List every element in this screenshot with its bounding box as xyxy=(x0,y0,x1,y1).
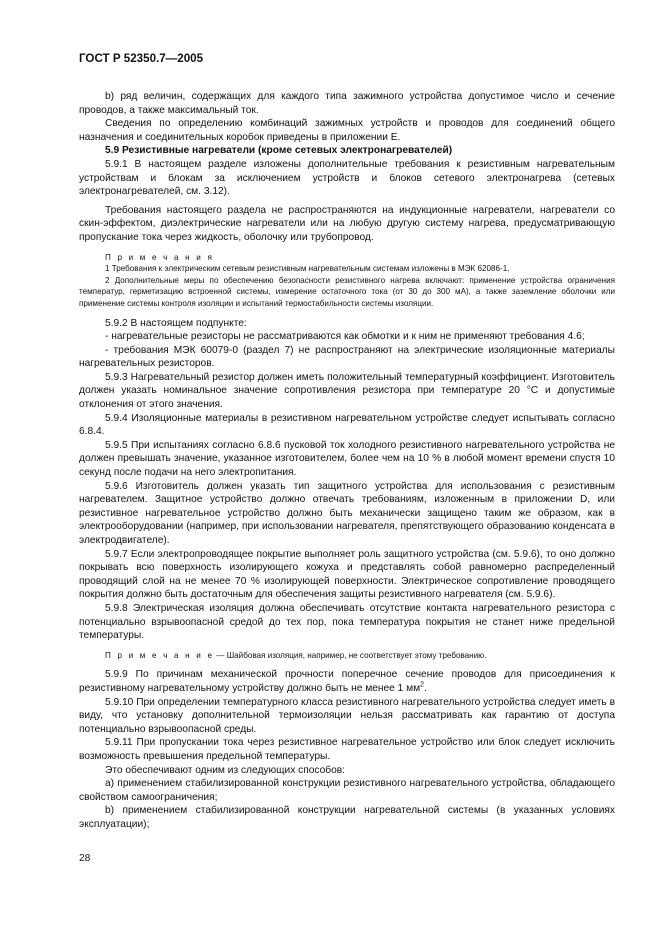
paragraph-5-9-3: 5.9.3 Нагревательный резистор должен иметь положительный температурный коэффициент. Изготовитель должен указать номинальное значение сопротивления резистора при температуре 20 °С и допустимые отклонения от этого значения. xyxy=(79,371,615,411)
paragraph-5-9-8: 5.9.8 Электрическая изоляция должна обеспечивать отсутствие контакта нагревательного резистора с потенциально взрывоопасной средой до тех пор, пока температура покрытия не станет ниже предельной температуры. xyxy=(79,602,615,642)
superscript: 2 xyxy=(420,681,425,689)
notes-title: П р и м е ч а н и я xyxy=(105,252,215,262)
paragraph: Сведения по определению комбинаций зажимных устройств и проводов для соединений общего назначения и соединительных коробок приведены в приложении Е. xyxy=(79,118,615,143)
section-heading-5-9: 5.9 Резистивные нагреватели (кроме сетевых электронагревателей) xyxy=(105,145,453,157)
paragraph-5-9-1: 5.9.1 В настоящем разделе изложены дополнительные требования к резистивным нагревательным устройствам и блокам за исключением устройств и блоков сетевого электронагрева (сетевых электронагревателей, см. 3.12). xyxy=(79,158,615,198)
note-3-label: П р и м е ч а н и е xyxy=(105,650,215,660)
paragraph-5-9-11: 5.9.11 При пропускании тока через резистивное нагревательное устройство или блок следует исключить возможность превышения предельной температуры. xyxy=(79,737,615,762)
list-item: b) применением стабилизированной конструкции нагревательной системы (в указанных условиях эксплуатации); xyxy=(79,805,615,830)
list-item: - нагревательные резисторы не рассматриваются как обмотки и к ним не применяют требования 4.6; xyxy=(105,331,585,343)
paragraph-5-9-10: 5.9.10 При определении температурного класса резистивного нагревательного устройства следует иметь в виду, что установку дополнительной термоизоляции нельзя рассматривать как гарантию от доступа потенциально взрывоопасной среды. xyxy=(79,696,615,735)
paragraph-5-9-9-text: 5.9.9 По причинам механической прочности поперечное сечение проводов для присоединения к резистивному нагревательному устройству должно быть не менее 1 мм xyxy=(79,669,615,694)
note-1: 1 Требования к электрическим сетевым резистивным нагревательным системам изложены в МЭК 62086-1. xyxy=(105,264,510,274)
list-item: а) применением стабилизированной конструкции резистивного нагревательного устройства, обладающего свойством самоограничения; xyxy=(79,778,615,803)
paragraph-5-9-9 xyxy=(79,668,615,695)
paragraph-5-9-4: 5.9.4 Изоляционные материалы в резистивном нагревательном устройстве следует испытывать согласно 6.8.4. xyxy=(79,412,615,438)
paragraph-5-9-7: 5.9.7 Если электропроводящее покрытие выполняет роль защитного устройства (см. 5.9.6), то оно должно покрывать всю поверхность изолирующего кожуха и представлять собой равномерно распределенный проводящий слой на не менее 70 % изолирующей поверхности. Электрическое сопротивление проводящего покрытия должно быть достаточным для обеспечения защиты резистивного нагревателя (см. 5.9.6). xyxy=(79,548,615,601)
paragraph-5-9-5: 5.9.5 При испытаниях согласно 6.8.6 пусковой ток холодного резистивного нагревательного устройства не должен превышать значение, указанное изготовителем, более чем на 10 % в любой момент времени спустя 10 секунд после подачи на него электропитания. xyxy=(79,439,615,479)
page-number: 28 xyxy=(79,853,91,864)
paragraph-5-9-2: 5.9.2 В настоящем подпункте: xyxy=(105,317,247,329)
note-2: 2 Дополнительные меры по обеспечению безопасности резистивного нагрева включают: применение устройства ограничения температур, герметизацию встроенной системы, измерение остаточного тока (от 30 до 300 мА), а также заземление оболочки или применение системы контроля изоляции и испытаний термостабильности системы изоляции. xyxy=(79,275,615,308)
paragraph: Требования настоящего раздела не распространяются на индукционные нагреватели, нагреватели со скин-эффектом, диэлектрические нагреватели или на любую другую систему нагрева, предусматривающую пропускание тока через жидкость, оболочку или трубопровод. xyxy=(79,204,615,243)
paragraph: Это обеспечивают одним из следующих способов: xyxy=(105,764,346,776)
note-3 xyxy=(79,650,615,662)
document-header: ГОСТ Р 52350.7—2005 xyxy=(79,52,204,65)
paragraph-5-9-9-end: . xyxy=(424,682,427,694)
list-item: - требования МЭК 60079-0 (раздел 7) не распространяют на электрические изоляционные материалы нагревательных резисторов. xyxy=(79,344,615,370)
paragraph: b) ряд величин, содержащих для каждого типа зажимного устройства допустимое число и сечение проводов, а также максимальный ток. xyxy=(79,91,615,116)
document-page xyxy=(79,52,615,831)
note-3-text: — Шайбовая изоляция, например, не соответствует этому требованию. xyxy=(214,650,487,660)
paragraph-5-9-6: 5.9.6 Изготовитель должен указать тип защитного устройства для использования с резистивным нагревателем. Защитное устройство должно отвечать требованиям, изложенным в приложении D, или резистивное нагревательное устройство должно быть механически защищено таким же образом, как в электрооборудовании (например, при использовании нагревателя, препятствующего образованию конденсата в электродвигателе). xyxy=(79,480,615,546)
